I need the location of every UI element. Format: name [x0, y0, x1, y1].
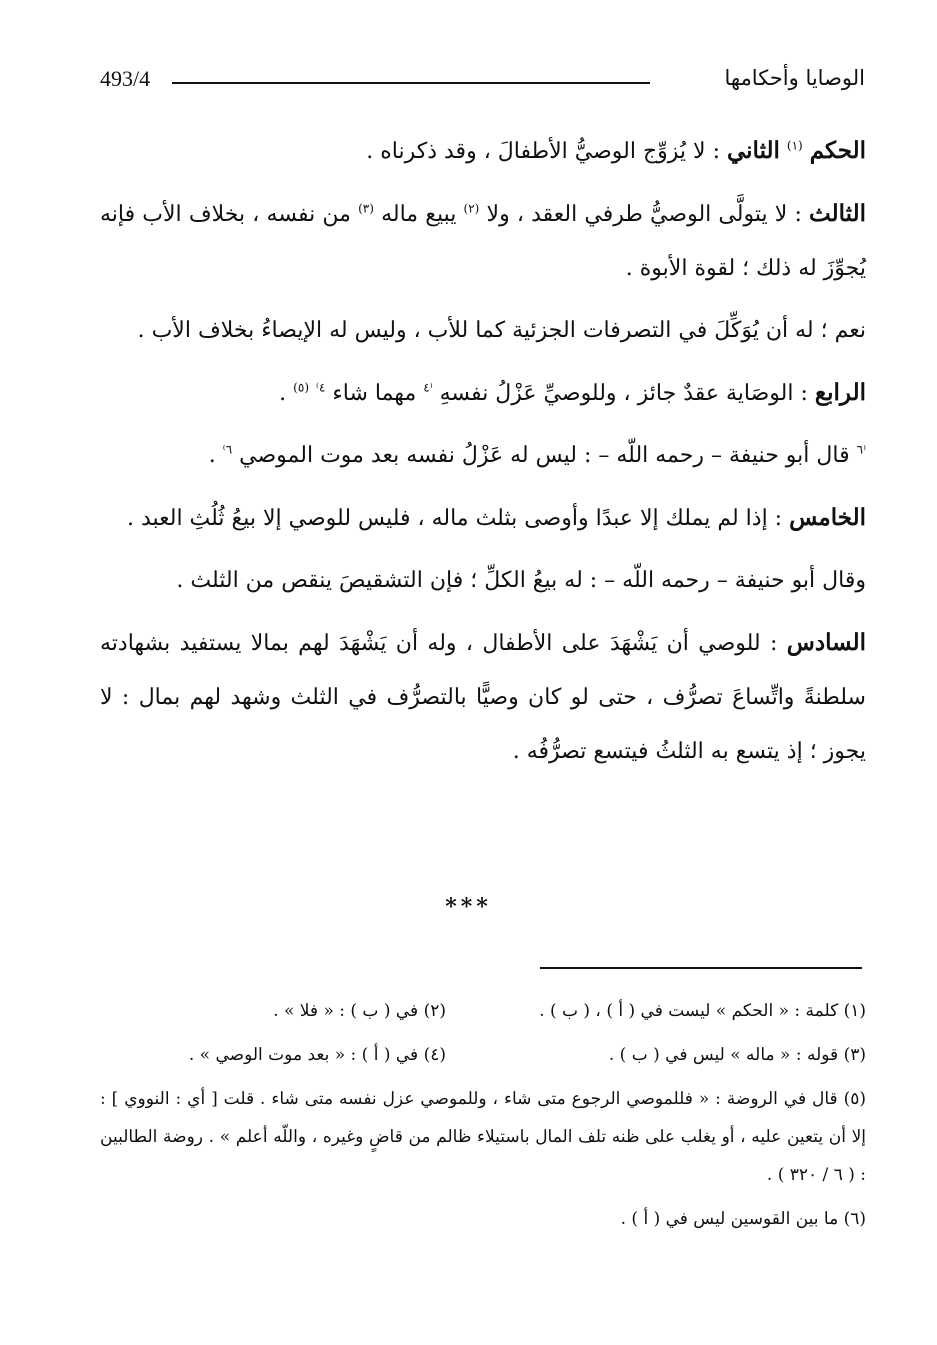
- footnote-rule: [540, 967, 862, 969]
- header-rule: [172, 82, 650, 84]
- footnote-marker: (٢): [463, 201, 480, 216]
- section-lead: الثالث: [809, 200, 866, 227]
- running-title: الوصايا وأحكامها: [724, 66, 865, 90]
- paragraph-text: .: [208, 443, 216, 468]
- paragraph-sixth: [100, 616, 866, 779]
- footnote-2: (٢) في ( ب ) : « فلا » .: [273, 1001, 446, 1021]
- page-header: [100, 66, 865, 96]
- paragraph-third: [100, 187, 866, 296]
- footnote-marker: (٣): [358, 201, 374, 216]
- footnote-1: (١) كلمة : « الحكم » ليست في ( أ ) ، ( ب ) .: [539, 1001, 866, 1021]
- section-separator: ***: [445, 894, 492, 920]
- section-lead: الرابع: [814, 379, 866, 406]
- footnote-3: (٣) قوله : « ماله » ليس في ( ب ) .: [608, 1045, 866, 1065]
- paragraph-ruling-2: [100, 124, 866, 179]
- main-text: [100, 124, 866, 787]
- section-lead: الثاني: [726, 137, 780, 164]
- footnote-marker: ⁽٤: [423, 380, 433, 395]
- paragraph-text: نعم ؛ له أن يُوَكِّلَ في التصرفات الجزئية كما للأب ، وليس له الإيصاءُ بخلاف الأب .: [137, 318, 866, 343]
- footnote-marker: ٤⁾: [316, 380, 326, 395]
- footnote-row: [100, 1036, 866, 1074]
- section-lead: السادس: [786, 629, 866, 656]
- footnote-marker: (١): [786, 138, 803, 153]
- section-lead: الحكم: [809, 137, 866, 164]
- paragraph-abu-hanifa-1: [100, 429, 866, 483]
- paragraph-fifth: [100, 491, 866, 546]
- footnote-marker: ٦⁾: [222, 442, 233, 457]
- page-number: 493/4: [100, 66, 151, 91]
- footnotes: [100, 992, 866, 1244]
- footnote-marker: (٥): [293, 380, 309, 395]
- paragraph-text: قال أبو حنيفة – رحمه اللّه – : ليس له عَزْلُ نفسه بعد موت الموصي: [239, 443, 850, 468]
- paragraph-text: : لا يتولَّى الوصيُّ طرفي العقد ، ولا: [486, 202, 802, 227]
- paragraph-text: : الوصَاية عقدٌ جائز ، وللوصيِّ عَزْلُ نفسهِ: [439, 381, 808, 406]
- section-lead: الخامس: [789, 504, 866, 531]
- paragraph-text: : للوصي أن يَشْهَدَ على الأطفال ، وله أن يَشْهَدَ لهم بمالا يستفيد بشهادته سلطنةً واتِّساعَ تصرُّف ، حتى لو كان وصيًّا بالتصرُّف في الثلث وشهد لهم بمال : لا يجوز ؛ إذ يتسع به الثلثُ فيتسع تصرُّفُه .: [100, 631, 866, 764]
- paragraph-text: يبيع ماله: [381, 202, 457, 227]
- footnote-marker: ⁽٦: [856, 442, 866, 457]
- paragraph-text: : إذا لم يملك إلا عبدًا وأوصى بثلث ماله ، فليس للوصي إلا بيعُ ثُلُثِ العبد .: [126, 506, 783, 531]
- paragraph-abu-hanifa-2: [100, 554, 866, 608]
- paragraph-text: : لا يُزوِّج الوصيُّ الأطفالَ ، وقد ذكرناه .: [366, 139, 720, 164]
- paragraph-text: من نفسه ، بخلاف الأب فإنه يُجوِّزَ له ذلك ؛ لقوة الأبوة .: [100, 202, 866, 281]
- paragraph-fourth: [100, 366, 866, 421]
- paragraph-text: وقال أبو حنيفة – رحمه اللّه – : له بيعُ الكلِّ ؛ فإن التشقيصَ ينقص من الثلث .: [176, 568, 866, 593]
- footnote-4: (٤) في ( أ ) : « بعد موت الوصي » .: [188, 1045, 446, 1065]
- footnote-5: (٥) قال في الروضة : « فللموصي الرجوع متى شاء ، وللموصي عزل نفسه متى شاء . قلت [ أي : النووي ] : إلا أن يتعين عليه ، أو يغلب على ظنه تلف المال باستيلاء ظالم من قاضٍ وغيره ، واللّه أعلم » . روضة الطالبين : ( ٦ / ٣٢٠ ) .: [100, 1089, 866, 1185]
- footnote-row: [100, 992, 866, 1030]
- paragraph-text: .: [279, 381, 287, 406]
- footnote-6: (٦) ما بين القوسين ليس في ( أ ) .: [620, 1209, 866, 1229]
- paragraph-note: [100, 304, 866, 358]
- paragraph-text: مهما شاء: [332, 381, 417, 406]
